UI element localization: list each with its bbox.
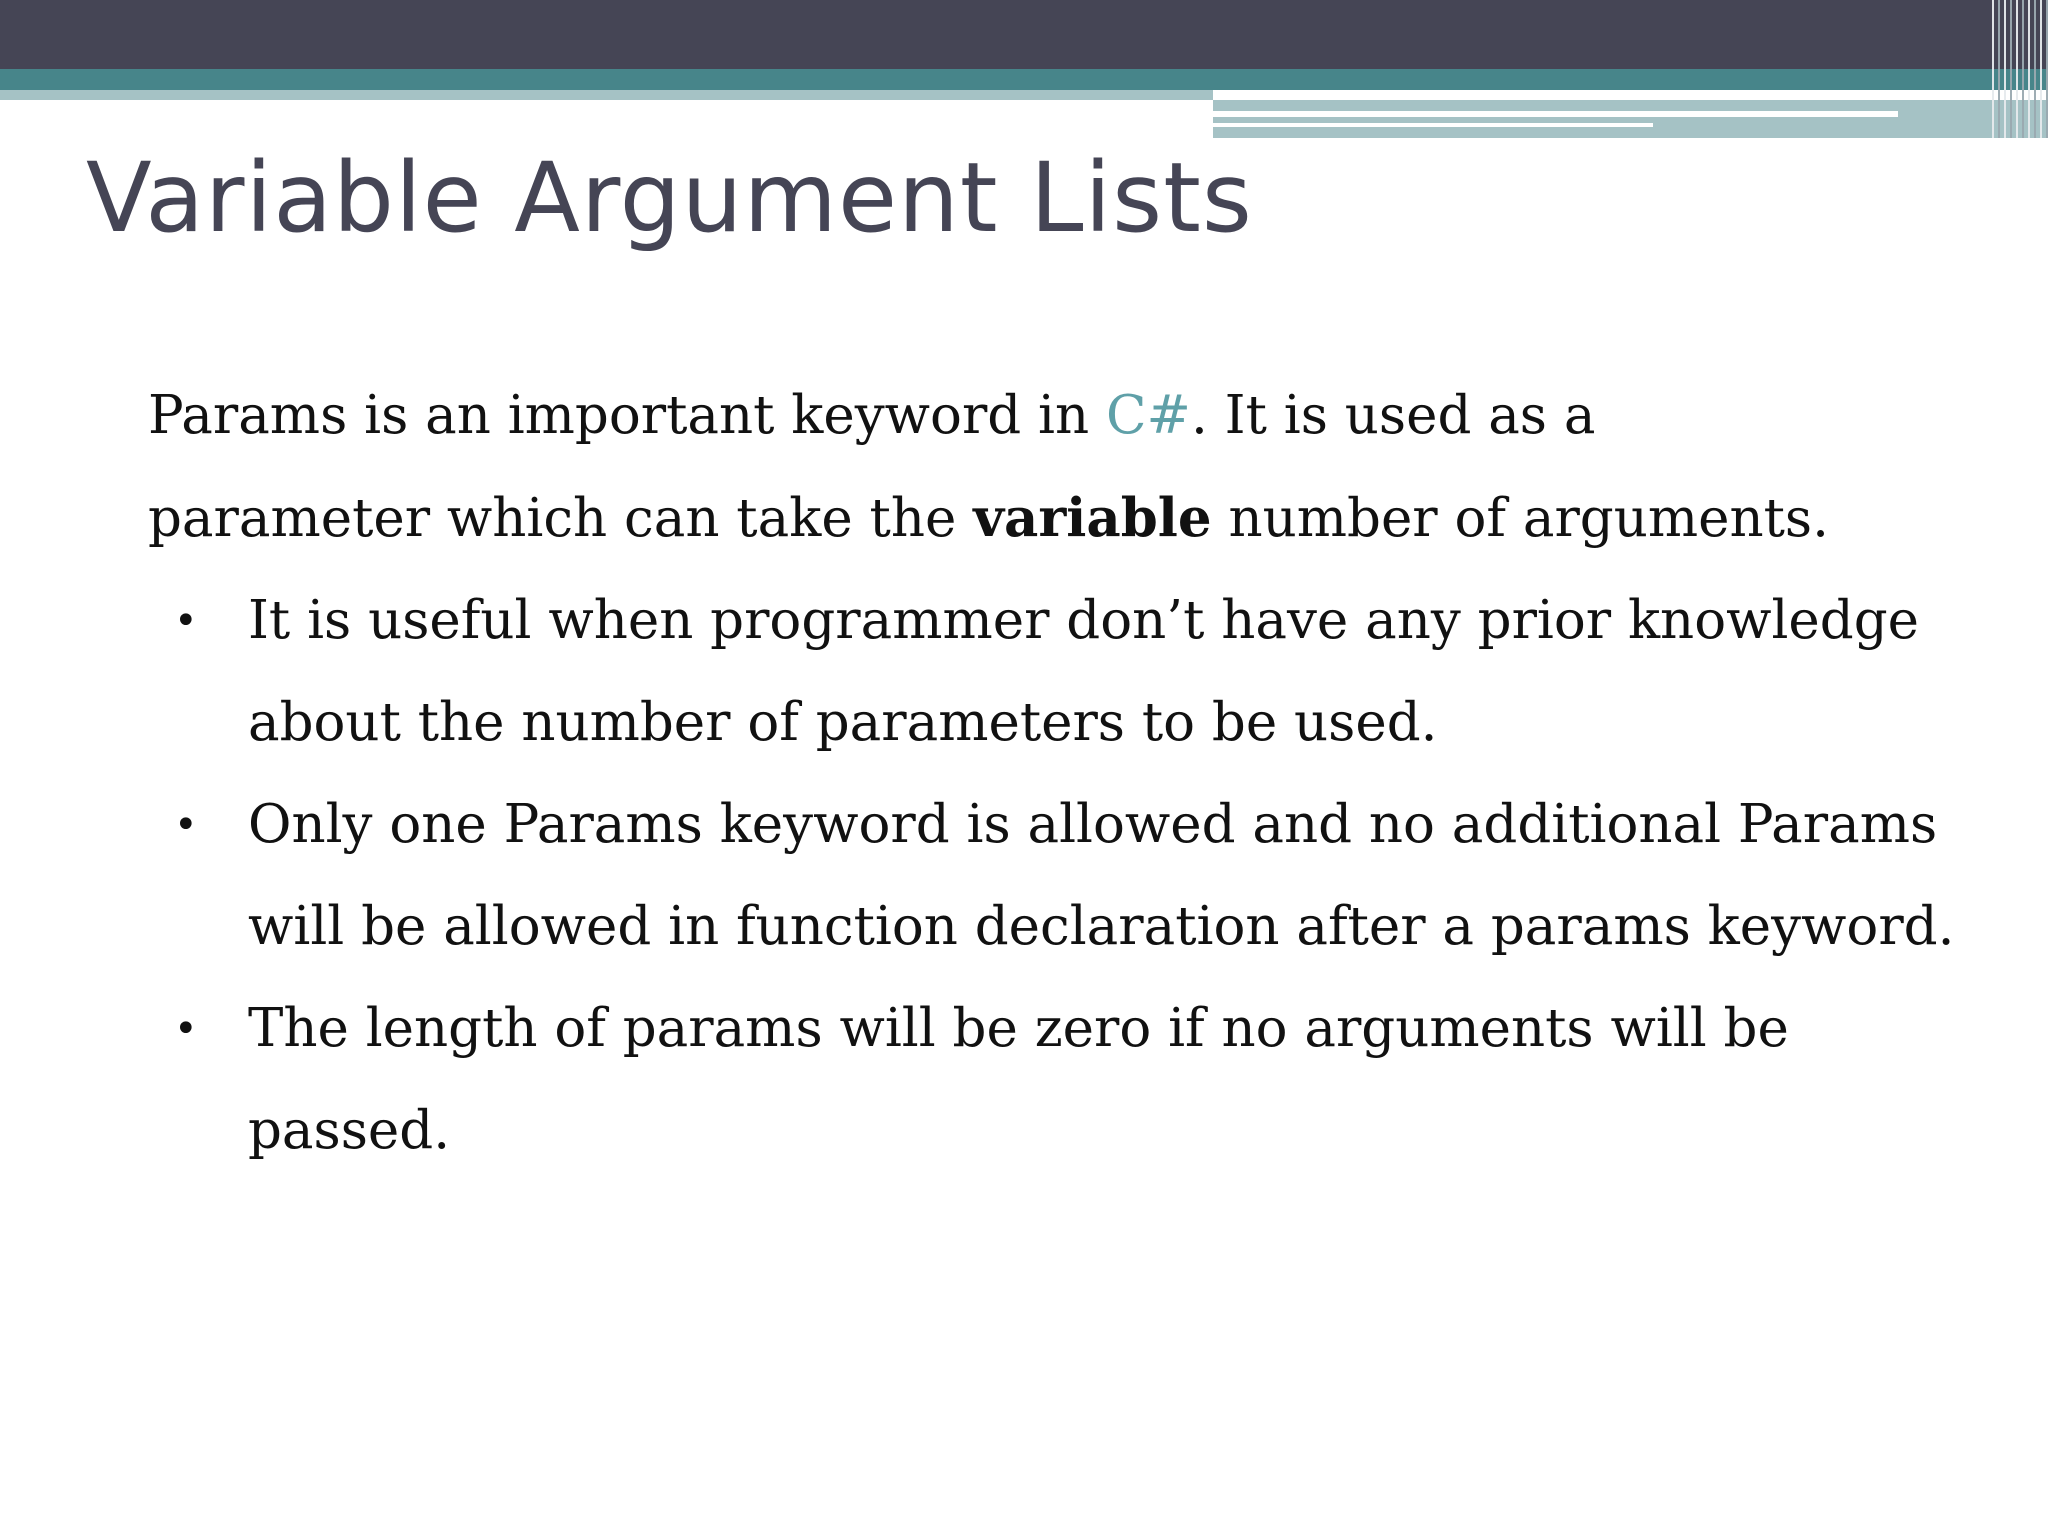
intro-text-3: number of arguments. xyxy=(1211,488,1829,549)
header-band-light-left xyxy=(0,90,1213,100)
header-corner-stripes xyxy=(1988,0,2048,138)
header-band-dark xyxy=(0,0,2048,69)
header-band-light-right xyxy=(1213,100,2048,138)
intro-paragraph xyxy=(148,365,1868,570)
intro-accent-text: C# xyxy=(1106,385,1191,446)
intro-text-1: Params is an important keyword in xyxy=(148,385,1106,446)
intro-text-2: . It is used as a parameter which can take the xyxy=(148,385,1596,549)
bullet-text: Only one Params keyword is allowed and no additional Params will be allowed in function declaration after a params keyword. xyxy=(248,794,1955,957)
slide-title: Variable Argument Lists xyxy=(86,142,1253,254)
header-band-teal xyxy=(0,69,2048,90)
bullet-item xyxy=(148,570,1968,774)
bullet-item xyxy=(148,774,1968,978)
intro-bold-text: variable xyxy=(973,487,1212,549)
bullet-text: It is useful when programmer don’t have any prior knowledge about the number of parameters to be used. xyxy=(248,590,1920,753)
bullet-list xyxy=(148,570,1968,1182)
bullet-dot-icon: • xyxy=(174,598,198,644)
header-white-line xyxy=(1213,111,1898,117)
header-white-line-short xyxy=(1213,123,1653,127)
slide-body xyxy=(148,365,1968,1182)
bullet-dot-icon: • xyxy=(174,802,198,848)
bullet-text: The length of params will be zero if no arguments will be passed. xyxy=(248,998,1789,1161)
bullet-dot-icon: • xyxy=(174,1006,198,1052)
bullet-item xyxy=(148,978,1968,1182)
